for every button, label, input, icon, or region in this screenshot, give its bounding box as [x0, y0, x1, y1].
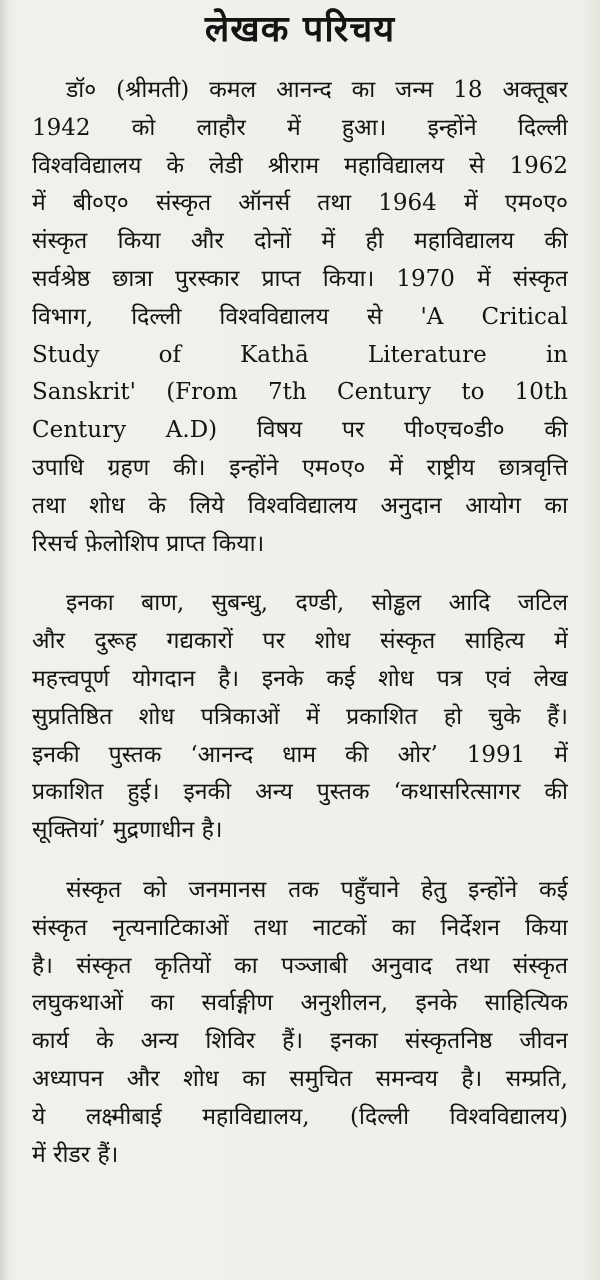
text-line: Study of Kathā Literature in	[32, 341, 568, 368]
text-line: संस्कृत को जनमानस तक पहुँचाने हेतु इन्होंने कई	[66, 876, 568, 903]
text-line: लघुकथाओं का सर्वाङ्गीण अनुशीलन, इनके साहित्यिक	[32, 990, 568, 1017]
text-line: इनका बाण, सुबन्धु, दण्डी, सोड्ढल आदि जटिल	[66, 590, 568, 617]
paragraph-2	[32, 585, 568, 850]
paragraph-1	[32, 72, 568, 563]
text-line: 1942 को लाहौर में हुआ। इन्होंने दिल्ली	[32, 114, 568, 141]
page-title: लेखक परिचय	[204, 9, 396, 50]
text-line: में बी०ए० संस्कृत ऑनर्स तथा 1964 में एम०ए०	[32, 190, 568, 217]
text-line: महत्त्वपूर्ण योगदान है। इनके कई शोध पत्र एवं लेख	[32, 665, 568, 692]
paragraph-3	[32, 872, 568, 1174]
text-line: अध्यापन और शोध का समुचित समन्वय है। सम्प्रति,	[32, 1065, 568, 1092]
text-line: Century A.D) विषय पर पी०एच०डी० की	[32, 417, 568, 444]
text-line: तथा शोध के लिये विश्वविद्यालय अनुदान आयोग का	[32, 492, 568, 519]
text-line: इनकी पुस्तक ‘आनन्द धाम की ओर’ 1991 में	[32, 741, 568, 768]
text-line: में रीडर हैं।	[32, 1141, 119, 1168]
text-line: विश्वविद्यालय के लेडी श्रीराम महाविद्यालय से 1962	[32, 152, 568, 179]
text-line: विभाग, दिल्ली विश्वविद्यालय से 'A Critical	[32, 303, 568, 330]
text-line: सर्वश्रेष्ठ छात्रा पुरस्कार प्राप्त किया। 1970 में संस्कृत	[32, 265, 568, 292]
text-line: सूक्तियां’ मुद्रणाधीन है।	[32, 817, 223, 844]
text-line: उपाधि ग्रहण की। इन्होंने एम०ए० में राष्ट्रीय छात्रवृत्ति	[32, 454, 568, 481]
text-line: प्रकाशित हुई। इनकी अन्य पुस्तक ‘कथासरित्सागर की	[32, 779, 568, 806]
text-line: संस्कृत नृत्यनाटिकाओं तथा नाटकों का निर्देशन किया	[32, 914, 568, 941]
text-line: डॉ० (श्रीमती) कमल आनन्द का जन्म 18 अक्तूबर	[66, 77, 568, 103]
text-line: संस्कृत किया और दोनों में ही महाविद्यालय की	[32, 228, 568, 255]
text-line: Sanskrit' (From 7th Century to 10th	[32, 379, 568, 406]
text-line: कार्य के अन्य शिविर हैं। इनका संस्कृतनिष्ठ जीवन	[32, 1028, 568, 1055]
text-line: रिसर्च फ़ेलोशिप प्राप्त किया।	[32, 530, 265, 557]
text-line: है। संस्कृत कृतियों का पञ्जाबी अनुवाद तथा संस्कृत	[32, 952, 568, 979]
text-line: सुप्रतिष्ठित शोध पत्रिकाओं में प्रकाशित हो चुके हैं।	[32, 703, 568, 730]
text-line: ये लक्ष्मीबाई महाविद्यालय, (दिल्ली विश्वविद्यालय)	[32, 1103, 568, 1130]
text-line: और दुरूह गद्यकारों पर शोध संस्कृत साहित्य में	[32, 628, 568, 655]
